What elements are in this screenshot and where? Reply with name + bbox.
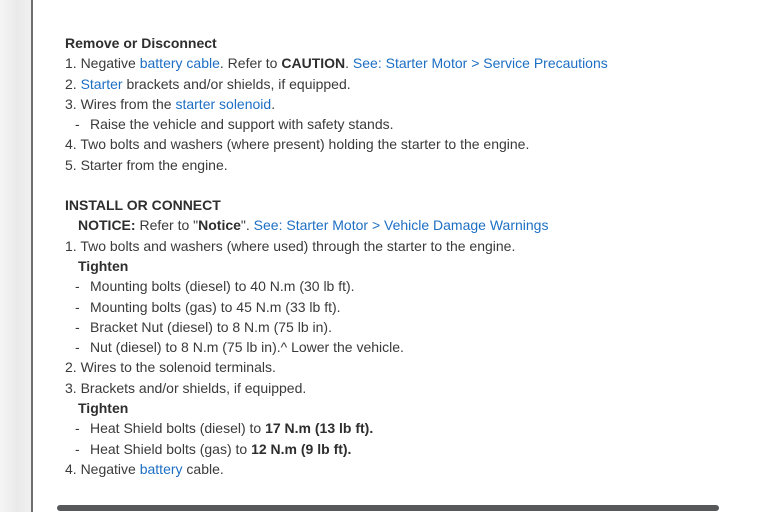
horizontal-scrollbar-thumb[interactable]	[57, 505, 719, 511]
list-item	[65, 378, 783, 398]
bold-text: Tighten	[78, 400, 129, 417]
text-span: Refer to "	[135, 217, 199, 234]
text-span: Heat Shield bolts (gas) to	[90, 440, 252, 457]
text-span: Mounting bolts (diesel) to 40 N.m (30 lb ft).	[90, 278, 355, 295]
bold-text: 12 N.m (9 lb ft).	[251, 440, 352, 457]
text-span: .	[271, 95, 276, 112]
bullet-item	[75, 418, 783, 438]
text-span: Mounting bolts (gas) to 45 N.m (33 lb ft).	[90, 298, 341, 315]
bullet-dash: -	[75, 116, 80, 133]
inline-link[interactable]: battery	[139, 460, 183, 477]
bullet-item	[75, 317, 783, 337]
bold-text: Notice	[198, 217, 241, 234]
text-span: 1. Negative	[65, 55, 140, 72]
bold-text: Remove or Disconnect	[65, 35, 217, 51]
inline-link[interactable]: See: Starter Motor > Service Precautions	[352, 55, 608, 72]
bullet-dash: -	[75, 339, 80, 356]
text-span: Heat Shield bolts (diesel) to	[90, 420, 266, 437]
text-span: 3. Brackets and/or shields, if equipped.	[65, 379, 307, 396]
bold-text: Tighten	[78, 257, 129, 274]
inline-link[interactable]: Starter	[80, 75, 123, 92]
bullet-dash: -	[75, 440, 80, 457]
list-item	[65, 155, 783, 175]
subhead	[78, 398, 783, 418]
inline-link[interactable]: battery cable	[139, 55, 220, 72]
text-span: Bracket Nut (diesel) to 8 N.m (75 lb in).	[90, 318, 332, 335]
bullet-dash: -	[75, 318, 80, 335]
bullet-item	[75, 114, 783, 134]
bullet-dash: -	[75, 420, 80, 437]
section-heading	[65, 195, 783, 215]
text-span: Raise the vehicle and support with safety stands.	[90, 116, 394, 133]
bold-text: INSTALL OR CONNECT	[65, 197, 221, 214]
text-span: 4. Two bolts and washers (where present) holding the starter to the engine.	[65, 136, 530, 153]
list-item	[65, 357, 783, 377]
bullet-item	[75, 337, 783, 357]
list-item	[65, 94, 783, 114]
text-span: cable.	[182, 460, 224, 477]
list-item	[65, 53, 783, 73]
text-span: Nut (diesel) to 8 N.m (75 lb in).^ Lower the vehicle.	[90, 339, 404, 356]
subhead	[78, 256, 783, 276]
text-span: . Refer to	[219, 55, 282, 72]
bold-text: 17 N.m (13 lb ft).	[265, 420, 374, 437]
subhead	[78, 215, 783, 235]
bold-text: CAUTION	[281, 55, 346, 72]
text-span: 1. Two bolts and washers (where used) through the starter to the engine.	[65, 237, 516, 254]
bullet-dash: -	[75, 278, 80, 295]
text-span: .	[345, 55, 353, 72]
bold-text: NOTICE:	[78, 217, 136, 234]
text-span: 3. Wires from the	[65, 95, 176, 112]
list-item	[65, 74, 783, 94]
bullet-item	[75, 297, 783, 317]
text-span: brackets and/or shields, if equipped.	[122, 75, 351, 92]
bullet-dash: -	[75, 298, 80, 315]
text-span: 2.	[65, 75, 81, 92]
text-span: ".	[240, 217, 254, 234]
bullet-item	[75, 276, 783, 296]
bullet-item	[75, 439, 783, 459]
section-heading	[65, 33, 783, 53]
text-span: 4. Negative	[65, 460, 140, 477]
list-item	[65, 459, 783, 479]
list-item	[65, 134, 783, 154]
inline-link[interactable]: See: Starter Motor > Vehicle Damage Warnings	[253, 217, 549, 234]
inline-link[interactable]: starter solenoid	[175, 95, 272, 112]
text-span: 2. Wires to the solenoid terminals.	[65, 359, 276, 376]
list-item	[65, 236, 783, 256]
text-span: 5. Starter from the engine.	[65, 156, 228, 173]
